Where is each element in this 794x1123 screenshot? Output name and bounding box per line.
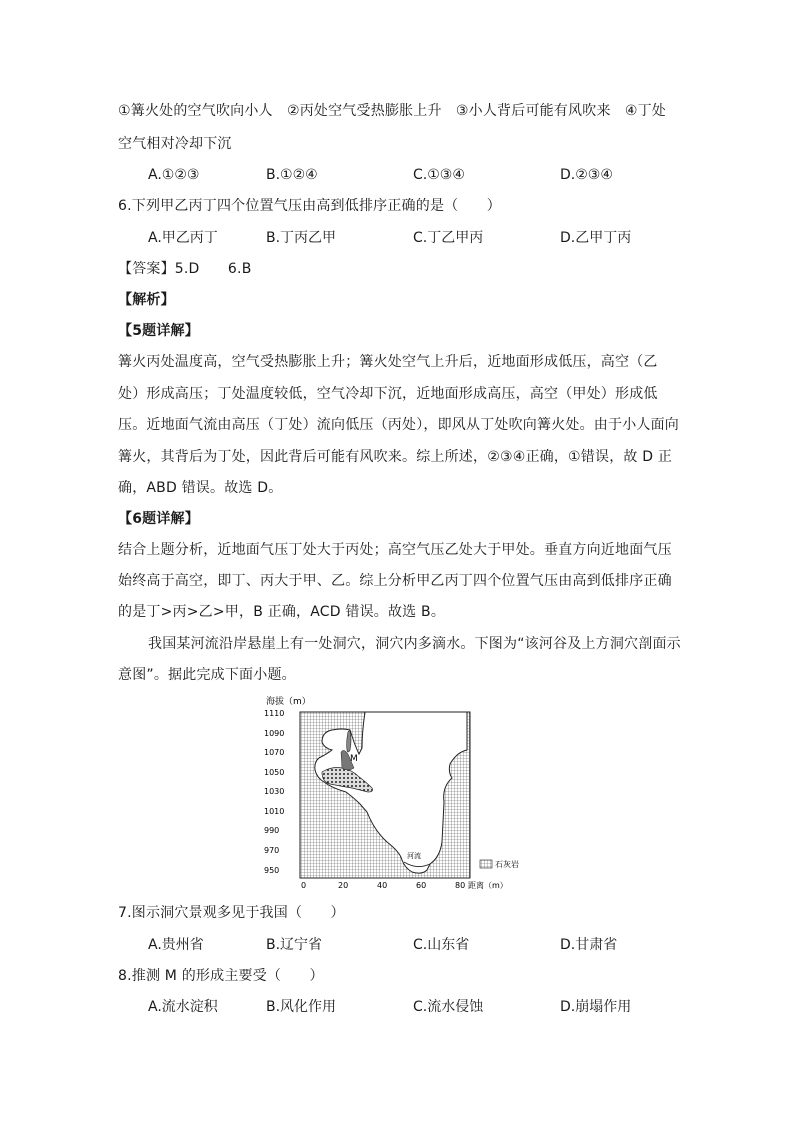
q5-detail-line: 处）形成高压；丁处温度较低，空气冷却下沉，近地面形成高压，高空（甲处）形成低 [118,386,658,402]
legend-swatch [480,860,492,868]
y-tick: 990 [264,826,280,835]
q5-detail-line: 压。近地面气流由高压（丁处）流向低压（丙处），即风从丁处吹向篝火处。由于小人面向 [118,417,679,433]
y-axis [264,709,284,875]
q6-detail-line: 始终高于高空，即丁、丙大于甲、乙。综上分析甲乙丙丁四个位置气压由高到低排序正确 [118,573,672,589]
q8-option-a[interactable]: A.流水淀积 [148,999,218,1015]
q6-detail-line: 的是丁>丙>乙>甲，B 正确，ACD 错误。故选 B。 [118,604,446,620]
q7-option-c[interactable]: C.山东省 [413,937,470,953]
cave-profile-figure [262,692,532,892]
q5-option-b[interactable]: B.①②④ [266,167,318,183]
q6-detail-heading: 【6题详解】 [118,511,199,527]
q6-detail-line: 结合上题分析，近地面气压丁处大于丙处；高空气压乙处大于甲处。垂直方向近地面气压 [118,542,672,558]
x-tick: 20 [338,881,349,890]
y-tick: 1070 [264,748,285,757]
q8-option-d[interactable]: D.崩塌作用 [560,999,632,1015]
q6-option-b[interactable]: B.丁丙乙甲 [266,230,337,246]
q5-option-c[interactable]: C.①③④ [413,167,465,183]
q5-statements-line2: 空气相对冷却下沉 [118,136,232,152]
q5-detail-line: 确，ABD 错误。故选 D。 [118,480,283,496]
q6-option-c[interactable]: C.丁乙甲丙 [413,230,484,246]
y-tick: 1050 [264,768,285,777]
q8-stem: 8.推测 M 的形成主要受（ ） [118,968,324,984]
q5-detail-line: 篝火丙处温度高，空气受热膨胀上升；篝火处空气上升后，近地面形成低压，高空（乙 [118,354,658,370]
q8-option-c[interactable]: C.流水侵蚀 [413,999,484,1015]
y-tick: 950 [264,866,280,875]
q6-option-d[interactable]: D.乙甲丁丙 [560,230,632,246]
y-tick: 970 [264,846,280,855]
x-axis-label: 距离（m） [468,881,508,890]
y-axis-label: 海拔（m） [266,697,311,707]
q5-detail-heading: 【5题详解】 [118,323,199,339]
q5-detail-line: 篝火，其背后为丁处，因此背后可能有风吹来。综上所述，②③④正确，①错误，故 D 正 [118,449,673,465]
x-tick: 0 [301,881,307,890]
x-tick: 60 [416,881,427,890]
analysis-label: 【解析】 [118,292,175,308]
river-label: 河流 [407,852,421,860]
x-axis [301,880,508,890]
legend-label: 石灰岩 [495,860,519,869]
y-tick: 1090 [264,729,285,738]
q5-statements-line1: ①篝火处的空气吹向小人 ②丙处空气受热膨胀上升 ③小人背后可能有风吹来 ④丁处 [118,103,667,119]
q7-option-b[interactable]: B.辽宁省 [266,937,323,953]
q5-option-a[interactable]: A.①②③ [148,167,200,183]
q8-option-b[interactable]: B.风化作用 [266,999,337,1015]
answer-line: 【答案】5.D 6.B [118,261,252,277]
q7-option-d[interactable]: D.甘肃省 [560,937,618,953]
q6-stem: 6.下列甲乙丙丁四个位置气压由高到低排序正确的是（ ） [118,198,501,214]
intro-line2: 意图”。据此完成下面小题。 [118,667,296,683]
q5-option-d[interactable]: D.②③④ [560,167,613,183]
m-label: M [350,754,358,764]
q7-stem: 7.图示洞穴景观多见于我国（ ） [118,905,345,921]
y-tick: 1110 [264,709,285,718]
x-tick: 80 [455,881,466,890]
x-tick: 40 [377,881,388,890]
y-tick: 1010 [264,807,285,816]
q6-option-a[interactable]: A.甲乙丙丁 [148,230,218,246]
q7-option-a[interactable]: A.贵州省 [148,937,204,953]
intro-line1: 我国某河流沿岸悬崖上有一处洞穴，洞穴内多滴水。下图为“该河谷及上方洞穴剖面示 [148,636,681,652]
y-tick: 1030 [264,787,285,796]
